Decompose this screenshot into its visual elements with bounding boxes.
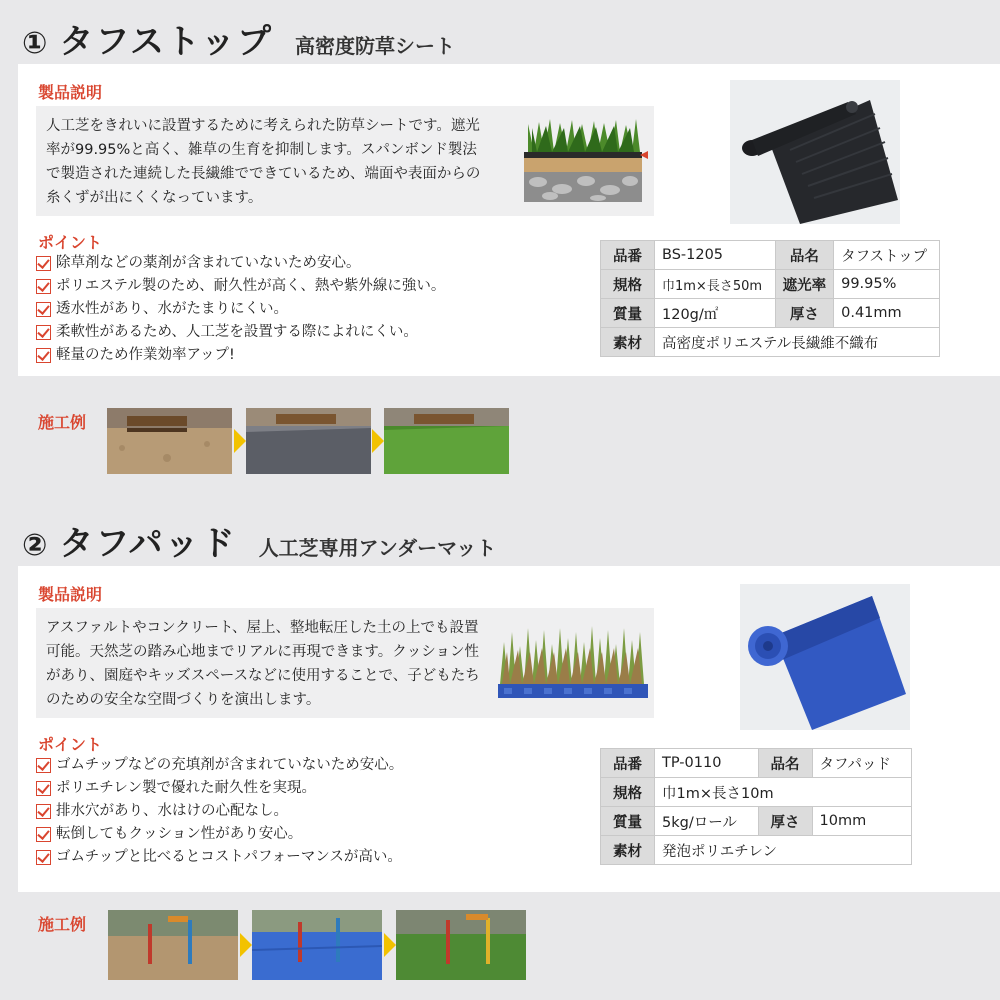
description-text: アスファルトやコンクリート、屋上、整地転圧した土の上でも設置可能。天然芝の踏み心地までリアルに再現できます。クッション性があり、園庭やキッズスペースなどに使用することで、子どもたちのための安全な空間づくりを演出します。: [46, 620, 480, 708]
product-subtitle: 高密度防草シート: [295, 34, 456, 58]
product-card: [18, 566, 1000, 892]
spec-value: TP-0110: [655, 749, 759, 778]
description-box: [36, 106, 654, 216]
example-photo-step-3: [384, 408, 509, 474]
spec-value: BS-1205: [655, 241, 776, 270]
example-label: 施工例: [38, 915, 87, 934]
step-arrow-icon: [240, 933, 252, 957]
spec-key: 品名: [775, 241, 834, 270]
product-subtitle: 人工芝専用アンダーマット: [258, 536, 497, 560]
spec-value: 巾1m×長さ50m: [655, 270, 776, 299]
points-label: ポイント: [38, 233, 103, 252]
list-item: 軽量のため作業効率アップ!: [36, 344, 445, 367]
description-text: 人工芝をきれいに設置するために考えられた防草シートです。遮光率が99.95%と高く、雑草の生育を抑制します。スパンボンド製法で製造された連続した長繊維でできているため、端面や表面からの糸くずが出にくくなっています。: [46, 118, 481, 206]
list-item: 除草剤などの薬剤が含まれていないため安心。: [36, 252, 445, 275]
points-list: [36, 252, 445, 367]
product-name: タフストップ: [59, 22, 274, 62]
black-sheet-roll-image: [730, 80, 900, 224]
example-photo-step-3: [396, 910, 526, 980]
check-icon: [36, 256, 51, 271]
points-label: ポイント: [38, 735, 103, 754]
check-icon: [36, 302, 51, 317]
spec-key: 品番: [601, 241, 655, 270]
example-label: 施工例: [38, 413, 87, 432]
sheet-cross-section-illustration: [506, 114, 651, 206]
spec-value: 0.41mm: [834, 299, 940, 328]
spec-value: 発泡ポリエチレン: [655, 836, 912, 865]
spec-table: [600, 240, 940, 357]
check-icon: [36, 781, 51, 796]
step-arrow-icon: [384, 933, 396, 957]
list-item: 排水穴があり、水はけの心配なし。: [36, 800, 403, 823]
check-icon: [36, 850, 51, 865]
description-box: [36, 608, 654, 718]
spec-value: タフパッド: [812, 749, 911, 778]
product-heading: [22, 516, 496, 565]
product-card: [18, 64, 1000, 376]
spec-key: 厚さ: [758, 807, 812, 836]
product-number: ①: [22, 26, 48, 61]
spec-key: 素材: [601, 328, 655, 357]
points-list: [36, 754, 403, 869]
desc-label: 製品説明: [38, 83, 103, 102]
blue-pad-roll-image: [740, 584, 910, 730]
step-arrow-icon: [372, 429, 384, 453]
pad-cross-section-illustration: [498, 622, 648, 702]
spec-value: 99.95%: [834, 270, 940, 299]
spec-key: 規格: [601, 270, 655, 299]
list-item: 透水性があり、水がたまりにくい。: [36, 298, 445, 321]
product-photo-roll: [740, 584, 910, 730]
spec-key: 遮光率: [775, 270, 834, 299]
check-icon: [36, 348, 51, 363]
spec-value: 巾1m×長さ10m: [655, 778, 912, 807]
product-number: ②: [22, 528, 48, 563]
product-section-tafpad: [0, 500, 1000, 1000]
spec-key: 質量: [601, 807, 655, 836]
list-item: ポリエステル製のため、耐久性が高く、熱や紫外線に強い。: [36, 275, 445, 298]
spec-value: 120g/㎡: [655, 299, 776, 328]
example-photo-step-1: [107, 408, 232, 474]
check-icon: [36, 758, 51, 773]
product-photo-roll: [730, 80, 900, 224]
spec-key: 規格: [601, 778, 655, 807]
list-item: 柔軟性があるため、人工芝を設置する際によれにくい。: [36, 321, 445, 344]
list-item: ゴムチップなどの充填剤が含まれていないため安心。: [36, 754, 403, 777]
example-photo-step-2: [252, 910, 382, 980]
spec-key: 厚さ: [775, 299, 834, 328]
spec-value: 高密度ポリエステル長繊維不織布: [655, 328, 940, 357]
step-arrow-icon: [234, 429, 246, 453]
check-icon: [36, 279, 51, 294]
desc-label: 製品説明: [38, 585, 103, 604]
spec-key: 質量: [601, 299, 655, 328]
product-heading: [22, 14, 455, 63]
spec-value: 10mm: [812, 807, 911, 836]
check-icon: [36, 325, 51, 340]
spec-value: タフストップ: [834, 241, 940, 270]
list-item: ゴムチップと比べるとコストパフォーマンスが高い。: [36, 846, 403, 869]
example-photo-step-1: [108, 910, 238, 980]
list-item: ポリエチレン製で優れた耐久性を実現。: [36, 777, 403, 800]
check-icon: [36, 827, 51, 842]
spec-value: 5kg/ロール: [655, 807, 759, 836]
check-icon: [36, 804, 51, 819]
spec-key: 素材: [601, 836, 655, 865]
spec-table: [600, 748, 912, 865]
product-name: タフパッド: [59, 524, 237, 564]
spec-key: 品名: [758, 749, 812, 778]
example-photo-step-2: [246, 408, 371, 474]
list-item: 転倒してもクッション性があり安心。: [36, 823, 403, 846]
spec-key: 品番: [601, 749, 655, 778]
